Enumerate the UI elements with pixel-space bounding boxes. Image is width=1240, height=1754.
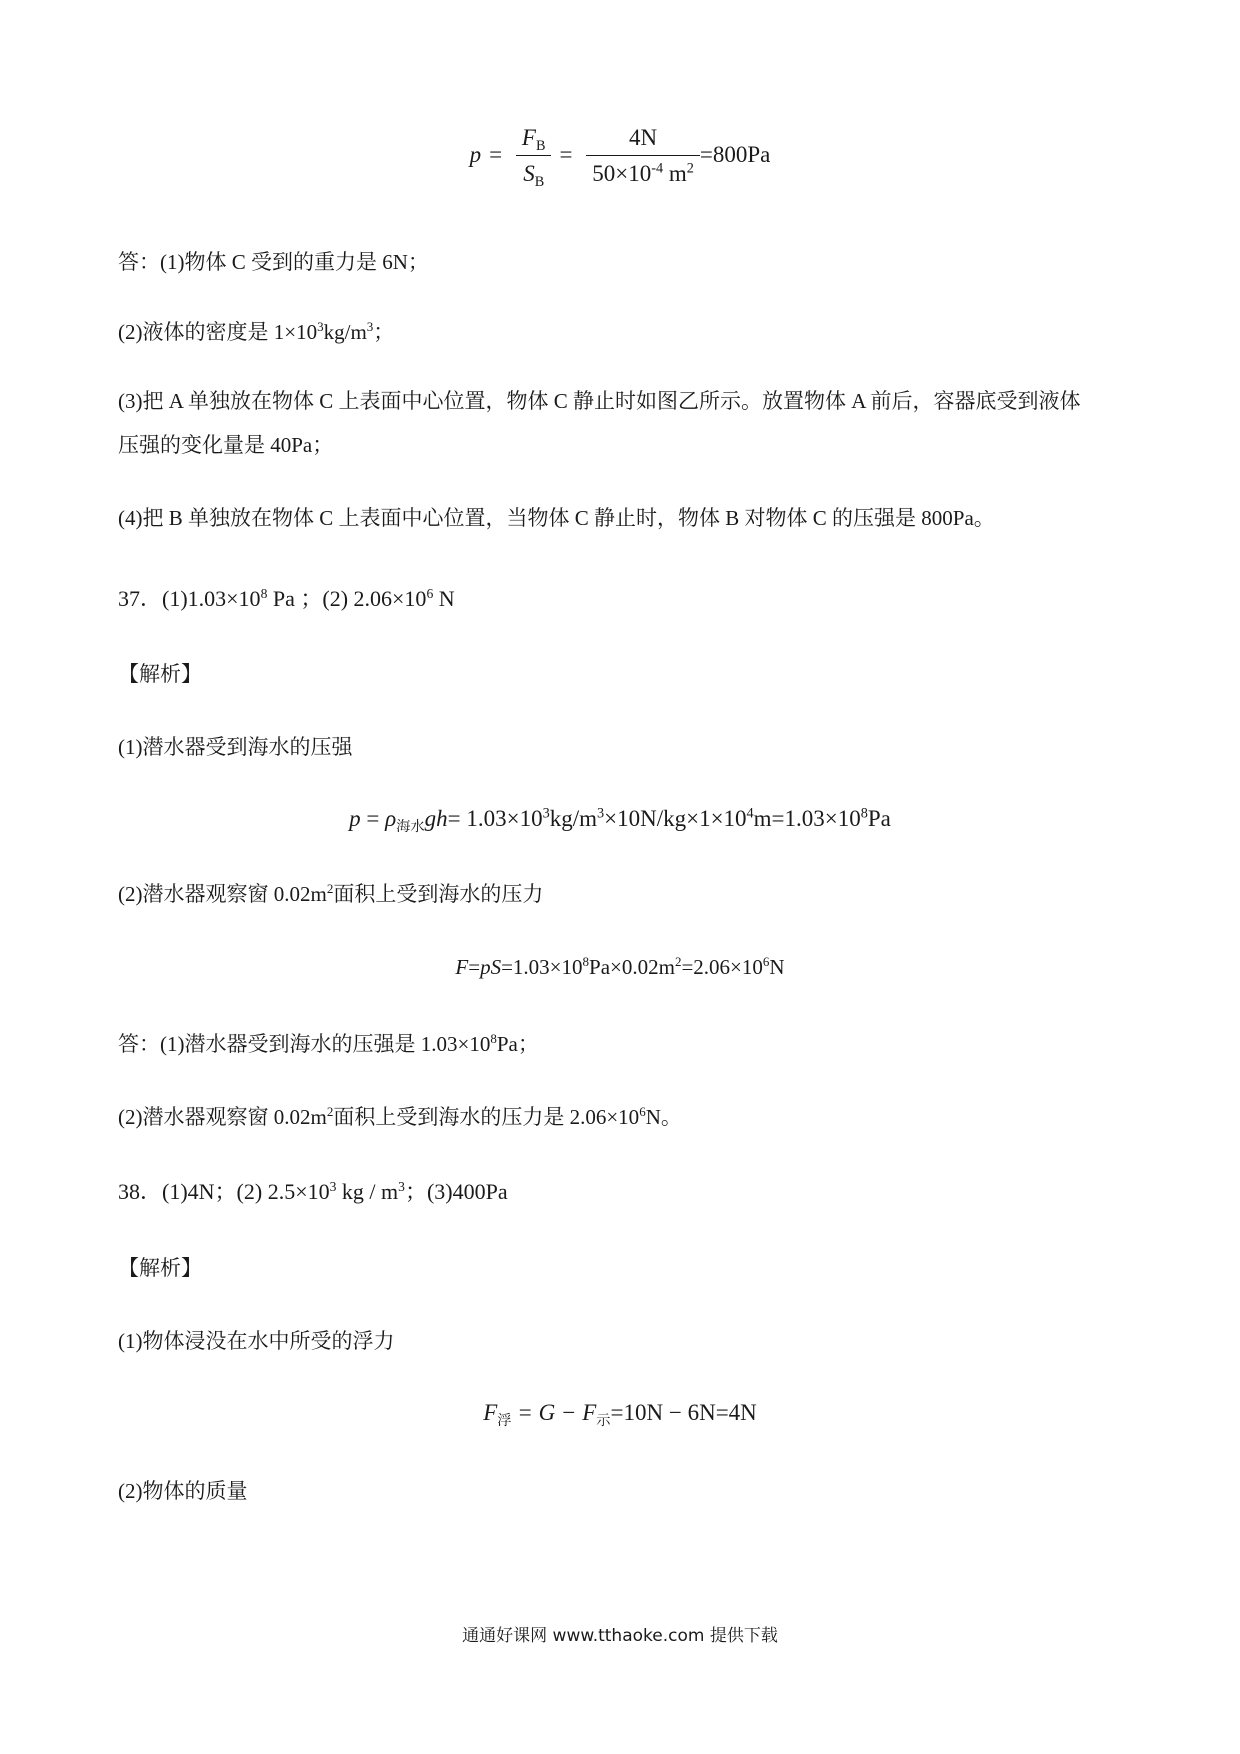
analysis-38-step-1: (1)物体浸没在水中所受的浮力: [118, 1329, 395, 1353]
answer-line-3: (3)把 A 单独放在物体 C 上表面中心位置，物体 C 静止时如图乙所示。放置物体 A 前后，容器底受到液体: [118, 389, 1081, 413]
page-footer: 通通好课网 www.tthaoke.com 提供下载: [462, 1626, 778, 1646]
formula-buoyancy: $F_浮 = G - F_示=10N - 6N=4N$: [483, 1400, 757, 1429]
answer-line-1: 答：(1)物体 C 受到的重力是 6N；: [118, 250, 429, 274]
formula-symbol: p: [469, 141, 482, 167]
answer-line-5: (4)把 B 单独放在物体 C 上表面中心位置，当物体 C 静止时，物体 B 对物体 C 的压强是 800Pa。: [118, 506, 995, 530]
formula-water-force: $F=pS=1.03\times 10^8Pa\times 0.02m^2=2.06\times 10^6N$: [455, 954, 785, 979]
question-38-answer: 38．(1)4N；(2) $2.5\times 10^3$ kg / $m^3$；(3)400Pa: [118, 1178, 508, 1204]
analysis-heading-38: 【解析】: [118, 1256, 202, 1280]
answer-line-4: 压强的变化量是 40Pa；: [118, 433, 334, 457]
analysis-step-1: (1)潜水器受到海水的压强: [118, 735, 353, 759]
formula-result: =800Pa: [699, 141, 771, 167]
analysis-step-2: (2)潜水器观察窗 $0.02m^2$面积上受到海水的压力: [118, 881, 544, 906]
fraction-fb-sb: $\frac{F_B}{S_B}$: [516, 123, 552, 190]
analysis-38-step-2: (2)物体的质量: [118, 1479, 248, 1503]
formula-pressure-b: p = $\frac{F_B}{S_B}$ = $\frac{4N}{50\times 10^{-4} m^2}$ =800Pa: [469, 125, 771, 190]
question-37-answer: 37．$(1)1.03\times 10^8$ Pa ；(2) $2.06\times 10^6$ N: [118, 585, 455, 611]
answer-37-2: (2)潜水器观察窗 $0.02m^2$面积上受到海水的压力是 $2.06\times 10^6N$。: [118, 1104, 682, 1129]
analysis-heading: 【解析】: [118, 662, 202, 686]
answer-line-2: (2)液体的密度是 $1\times 10^3kg/m^3$；: [118, 319, 395, 344]
formula-water-pressure: $p = \rho_{海水}gh= 1.03\times 10^3kg/m^3\times 10N/kg\times 1\times 10^4m=1.03\times 10^8Pa$: [349, 805, 891, 835]
fraction-values: $\frac{4N}{50\times 10^{-4} m^2}$: [586, 123, 700, 190]
answer-37-1: 答：(1)潜水器受到海水的压强是 $1.03\times 10^8Pa$；: [118, 1031, 539, 1056]
